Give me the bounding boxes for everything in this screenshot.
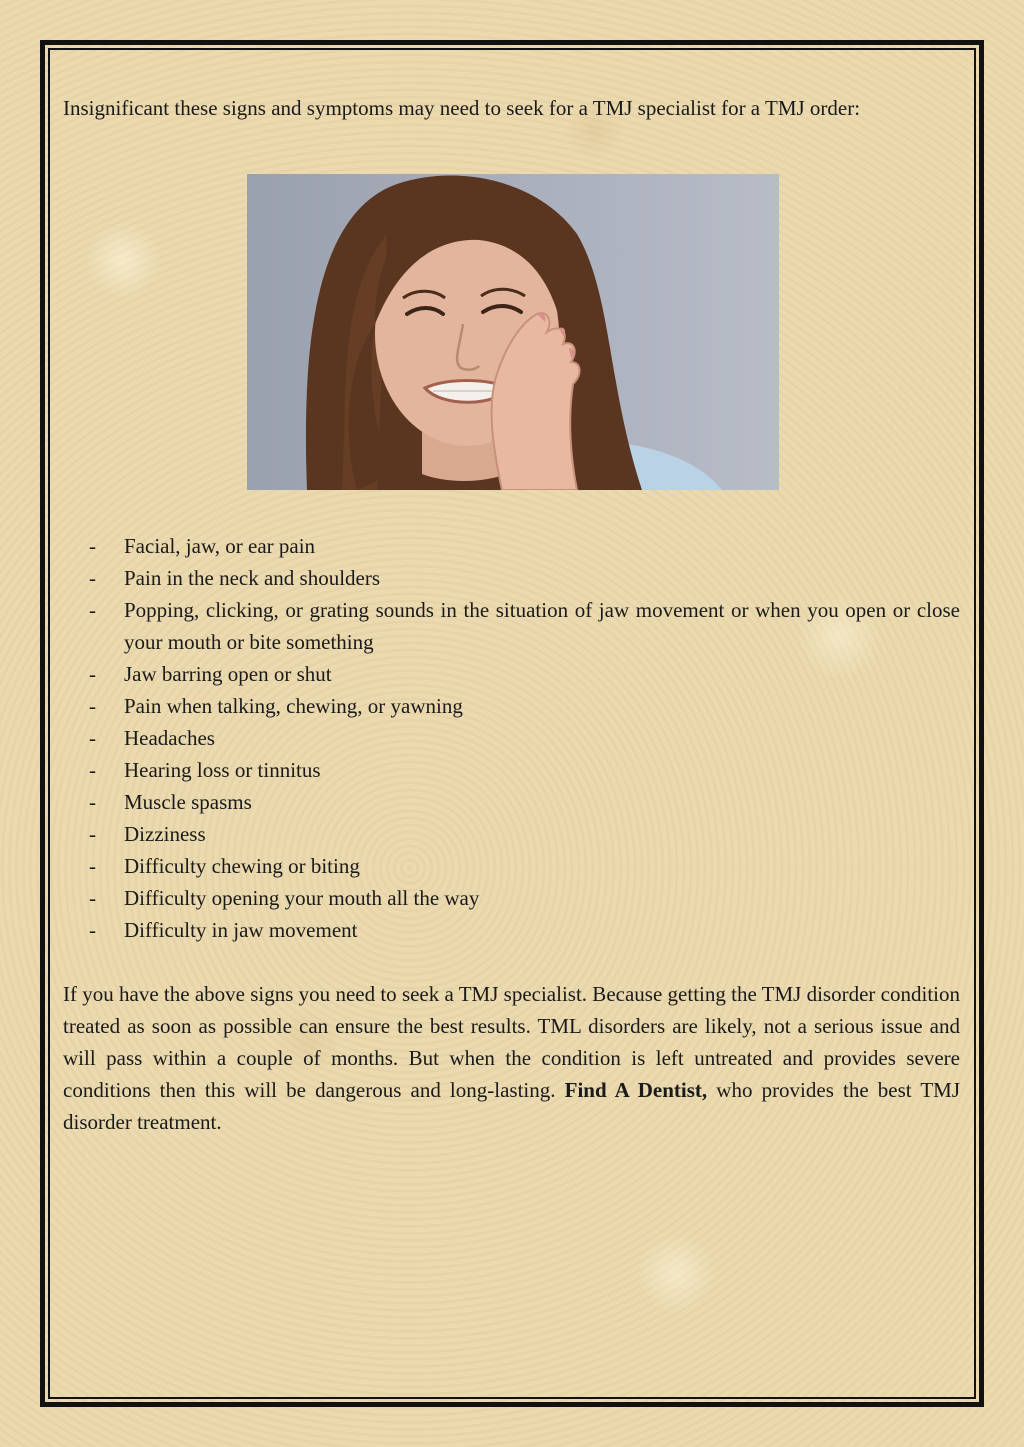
list-item [63,818,960,850]
list-item [63,658,960,690]
list-item [63,914,960,946]
closing-after-link: who provides the best TMJ disorder treatment. [63,1078,961,1134]
symptom-text: Muscle spasms [124,790,252,814]
bullet-dash: - [89,566,96,590]
bullet-dash: - [89,694,96,718]
bullet-dash: - [89,854,96,878]
intro-paragraph: Insignificant these signs and symptoms may need to seek for a TMJ specialist for a TMJ order: [63,96,861,120]
symptom-text: Difficulty chewing or biting [124,854,360,878]
symptom-text: Popping, clicking, or grating sounds in the situation of jaw movement or when you open or close your mouth or bite something [124,598,960,654]
document-content [63,92,960,1138]
symptoms-list [63,530,960,946]
list-item [63,786,960,818]
symptom-text: Facial, jaw, or ear pain [124,534,316,558]
bullet-dash: - [89,918,96,942]
list-item [63,850,960,882]
symptom-text: Difficulty opening your mouth all the way [124,886,480,910]
list-item [63,722,960,754]
symptom-text: Difficulty in jaw movement [124,918,358,942]
find-a-dentist-link[interactable]: Find A Dentist, [564,1078,708,1102]
bullet-dash: - [89,726,96,750]
list-item [63,690,960,722]
list-item [63,594,960,658]
symptom-text: Jaw barring open or shut [124,662,332,686]
symptom-text: Headaches [124,726,215,750]
bullet-dash: - [89,662,96,686]
closing-paragraph [63,978,960,1138]
bullet-dash: - [89,758,96,782]
woman-with-jaw-pain-photo [247,174,779,490]
symptom-text: Dizziness [124,822,206,846]
bullet-dash: - [89,790,96,814]
bullet-dash: - [89,886,96,910]
symptom-text: Hearing loss or tinnitus [124,758,321,782]
list-item [63,882,960,914]
list-item [63,530,960,562]
bullet-dash: - [89,598,96,622]
bullet-dash: - [89,822,96,846]
symptom-text: Pain when talking, chewing, or yawning [124,694,463,718]
list-item [63,562,960,594]
closing-text: If you have the above signs you need to seek a TMJ specialist. Because getting the TMJ disorder condition treated as soon as possible can ensure the best results. TML disorders are likely, not a serious issue and will pass within a couple of months. But when the condition is left untreated and provides severe conditions then this will be dangerous and long-lasting. [63,982,960,1102]
list-item [63,754,960,786]
bullet-dash: - [89,534,96,558]
symptom-text: Pain in the neck and shoulders [124,566,381,590]
